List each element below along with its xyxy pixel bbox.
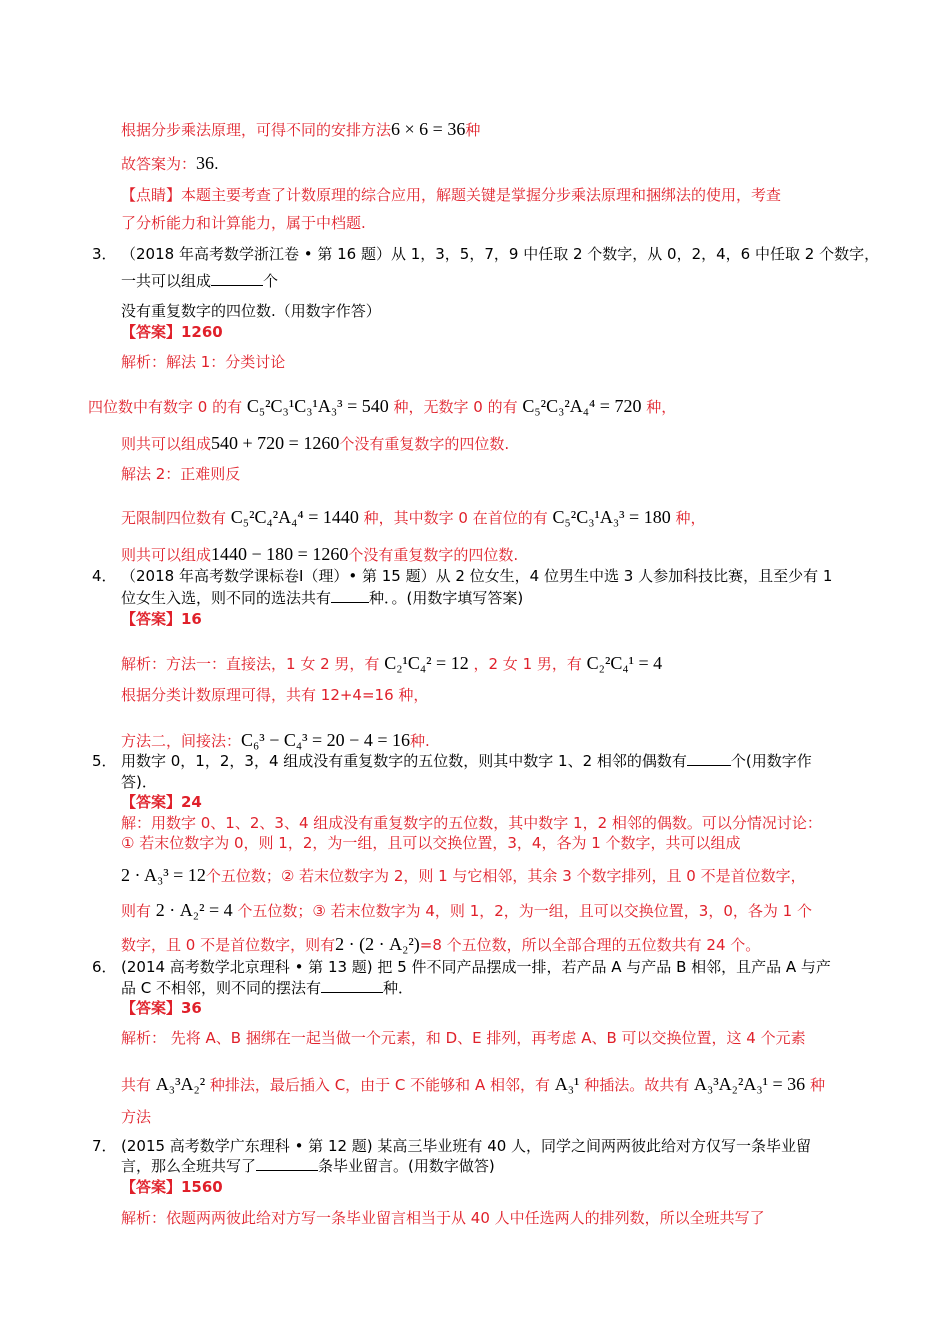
answer-blank [331, 602, 369, 603]
formula: A₃¹ [554, 1074, 580, 1094]
formula: C₅²C₃¹A₃³ = 180 [552, 507, 671, 527]
formula: C₂²C₄¹ = 4 [586, 653, 663, 673]
question-number: 7． [92, 1137, 117, 1155]
question-number: 4． [92, 567, 117, 585]
solution-line: 根据分步乘法原理，可得不同的安排方法6 × 6 = 36种 [121, 119, 481, 139]
solution-line: 方法二，间接法：C₆³ − C₄³ = 20 − 4 = 16种. [121, 730, 430, 750]
solution-line: 则有 2 · A₂² = 4 个五位数；③ 若末位数字为 4，则 1，2，为一组，且可以交换位置，3，0，各为 1 个 [121, 900, 812, 920]
answer-blank [211, 285, 263, 286]
answer-label: 【答案】24 [121, 793, 202, 811]
formula: C₅²C₃²A₄⁴ = 720 [522, 396, 642, 416]
question-text: 答)． [121, 773, 157, 791]
comment-line: 【点睛】本题主要考查了计数原理的综合应用，解题关键是掌握分步乘法原理和捆绑法的使用，考查 [121, 186, 782, 204]
solution-line: 2 · A₃³ = 12个五位数；② 若末位数字为 2，则 1 与它相邻，其余 3 个数字排列，且 0 不是首位数字， [121, 865, 806, 885]
solution-line: 四位数中有数字 0 的有 C₅²C₃¹C₃¹A₃³ = 540 种，无数字 0 的有 C₅²C₃²A₄⁴ = 720 种， [88, 396, 677, 416]
solution-line: 解析：方法一：直接法，1 女 2 男，有 C₂¹C₄² = 12 ，2 女 1 男，有 C₂²C₄¹ = 4 [121, 653, 663, 673]
formula: 540 + 720 = 1260 [211, 433, 340, 453]
question-text: 品 C 不相邻，则不同的摆法有 种． [121, 979, 414, 997]
question-number: 5． [92, 752, 117, 770]
question-text: 没有重复数字的四位数.（用数字作答） [121, 302, 381, 320]
formula: C₆³ − C₄³ = 20 − 4 = 16 [241, 730, 410, 750]
question-text: （2018 年高考数学课标卷Ⅰ（理）• 第 15 题）从 2 位女生，4 位男生中选 3 人参加科技比赛，且至少有 1 [121, 567, 833, 585]
answer-label: 【答案】16 [121, 610, 202, 628]
solution-line: 无限制四位数有 C₅²C₄²A₄⁴ = 1440 种，其中数字 0 在首位的有 C₅²C₃¹A₃³ = 180 种， [121, 507, 706, 527]
answer-label: 【答案】1260 [121, 323, 223, 341]
formula: A₃³A₂²A₃¹ = 36 [694, 1074, 806, 1094]
formula: 2 · (2 · A₂²) [335, 934, 420, 954]
question-text: 用数字 0，1，2，3，4 组成没有重复数字的五位数，则其中数字 1、2 相邻的偶数有 个(用数字作 [121, 752, 812, 770]
question-text: 位女生入选，则不同的选法共有 种．。(用数字填写答案) [121, 589, 524, 607]
solution-line: 共有 A₃³A₂² 种排法，最后插入 C，由于 C 不能够和 A 相邻，有 A₃¹ 种插法。故共有 A₃³A₂²A₃¹ = 36 种 [121, 1074, 825, 1094]
answer-blank [256, 1170, 318, 1171]
formula: 6 × 6 = 36 [391, 119, 466, 139]
answer-blank [321, 992, 383, 993]
solution-line: 方法 [121, 1108, 152, 1126]
formula: A₃³A₂² [155, 1074, 206, 1094]
answer-blank [687, 765, 731, 766]
solution-line: 解法 2：正难则反 [121, 465, 241, 483]
formula: 1440 − 180 = 1260 [211, 544, 349, 564]
formula: 2 · A₂² = 4 [155, 900, 233, 920]
solution-line: ① 若末位数字为 0，则 1，2，为一组，且可以交换位置，3，4，各为 1 个数字，共可以组成 [121, 834, 741, 852]
question-text: （2018 年高考数学浙江卷 • 第 16 题）从 1，3，5，7，9 中任取 2 个数字，从 0，2，4，6 中任取 2 个数字， [121, 245, 880, 263]
solution-line: 解析：依题两两彼此给对方写一条毕业留言相当于从 40 人中任选两人的排列数，所以全班共写了 [121, 1209, 765, 1227]
answer-line: 故答案为：36. [121, 153, 219, 173]
solution-line: 则共可以组成1440 − 180 = 1260个没有重复数字的四位数. [121, 544, 519, 564]
solution-line: 解析：解法 1：分类讨论 [121, 353, 286, 371]
comment-line: 了分析能力和计算能力，属于中档题. [121, 214, 366, 232]
solution-line: 解析： 先将 A、B 捆绑在一起当做一个元素，和 D、E 排列，再考虑 A、B 可以交换位置，这 4 个元素 [121, 1029, 806, 1047]
solution-line: 解：用数字 0、1、2、3、4 组成没有重复数字的五位数，其中数字 1，2 相邻的偶数。可以分情况讨论： [121, 814, 822, 832]
formula: 36 [196, 153, 215, 173]
question-text: (2014 高考数学北京理科 • 第 13 题) 把 5 件不同产品摆成一排，若产品 A 与产品 B 相邻，且产品 A 与产 [121, 958, 831, 976]
formula: C₂¹C₄² = 12 [384, 653, 469, 673]
question-text: 言，那么全班共写了 条毕业留言。(用数字做答) [121, 1157, 495, 1175]
formula: C₅²C₄²A₄⁴ = 1440 [230, 507, 359, 527]
question-number: 6． [92, 958, 117, 976]
solution-line: 数字，且 0 不是首位数字，则有2 · (2 · A₂²)=8 个五位数，所以全部合理的五位数共有 24 个。 [121, 934, 761, 954]
question-text: (2015 高考数学广东理科 • 第 12 题) 某高三毕业班有 40 人，同学之间两两彼此给对方仅写一条毕业留 [121, 1137, 812, 1155]
question-number: 3． [92, 245, 117, 263]
solution-line: 根据分类计数原理可得，共有 12+4=16 种， [121, 686, 429, 704]
answer-label: 【答案】36 [121, 999, 202, 1017]
solution-line: 则共可以组成540 + 720 = 1260个没有重复数字的四位数. [121, 433, 510, 453]
answer-label: 【答案】1560 [121, 1178, 223, 1196]
formula: C₅²C₃¹C₃¹A₃³ = 540 [246, 396, 389, 416]
formula: 2 · A₃³ = 12 [121, 865, 206, 885]
question-text: 一共可以组成 个 [121, 272, 279, 290]
